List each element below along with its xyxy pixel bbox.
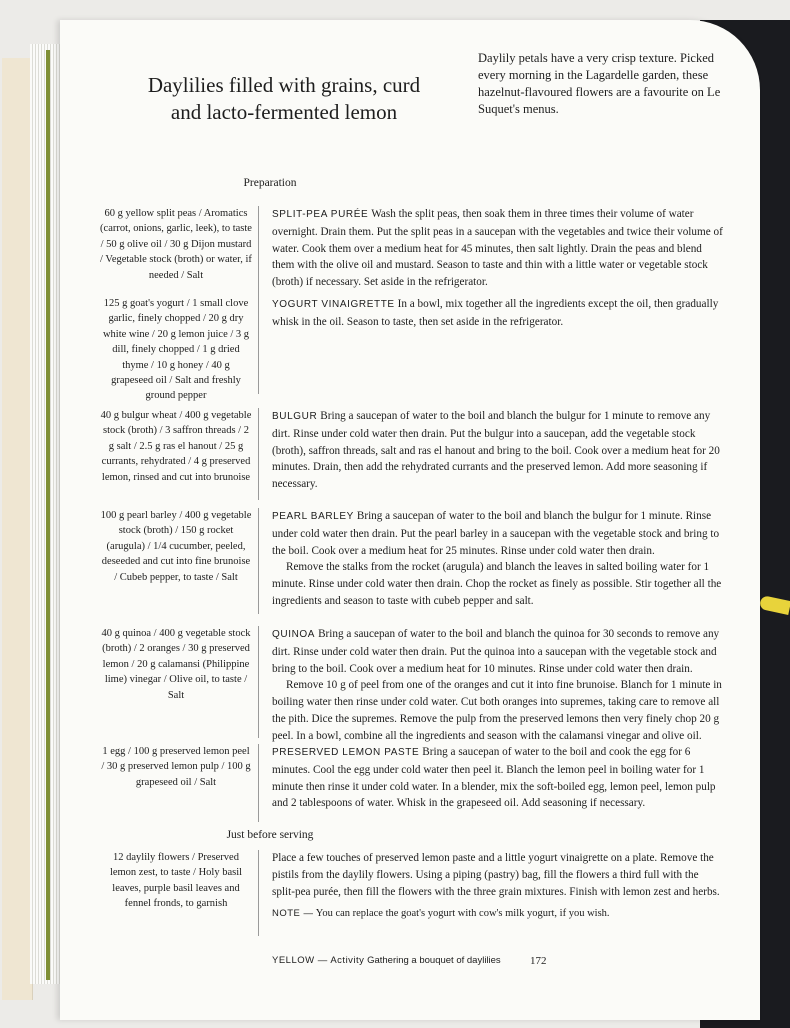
- step-row: [100, 408, 730, 508]
- column-divider: [258, 626, 259, 738]
- serving-text: Place a few touches of preserved lemon paste and a little yogurt vinaigrette on a plate. Remove the pistils from the daylily flowers. Using a piping (pastry) bag, fill the flowers a third full with the split-pea purée, then fill the flowers with the three grain mixtures. Finish with lemon zest and herbs.: [272, 852, 720, 898]
- step-row: [100, 626, 730, 746]
- step-row: [100, 296, 730, 406]
- method-text: [272, 850, 724, 923]
- step-text: Bring a saucepan of water to the boil and blanch the quinoa for 30 seconds to remove any dirt. Rinse under cold water then drain. Put the quinoa into a saucepan with the vegetable stock and bring to the boil. Cook over a medium heat for 10 minutes. Rinse under cold water then drain.: [272, 628, 720, 675]
- page-footer: [272, 955, 692, 966]
- step-text-continued: Remove the stalks from the rocket (arugula) and blanch the leaves in salted boiling water for 1 minute. Rinse under cold water then drain. Chop the rocket as finely as possible. Stir together all the ingredients and season to taste with cubeb pepper and salt.: [272, 561, 722, 607]
- method-text: [272, 626, 724, 745]
- serving-row: [100, 850, 730, 946]
- book-page: [60, 20, 760, 1020]
- section-heading-preparation: Preparation: [243, 177, 297, 189]
- step-text: In a bowl, mix together all the ingredients except the oil, then gradually whisk in the oil. Season to taste, then set aside in the refrigerator.: [272, 298, 719, 328]
- step-text: Bring a saucepan of water to the boil and blanch the bulgur for 1 minute. Rinse under cold water then drain. Put the pearl barley in a saucepan with the vegetable stock and bring to the boil. Cook over a medium heat for 25 minutes. Rinse under cold water then drain.: [272, 510, 720, 557]
- note: [272, 906, 724, 923]
- step-text: Wash the split peas, then soak them in three times their volume of water overnight. Drain them. Put the split peas in a saucepan with the vegetables and twice their volume of water. Cook them over a medium heat for 45 minutes, then salt lightly. Drain the peas and blend them with the olive oil and mustard. Season to taste and thin with a little water or vegetable stock (broth) if necessary. Set aside in the refrigerator.: [272, 208, 723, 289]
- column-divider: [258, 296, 259, 394]
- column-divider: [258, 408, 259, 500]
- method-text: [272, 206, 724, 291]
- column-divider: [258, 850, 259, 936]
- page-stack-edges: [30, 44, 60, 984]
- note-text: You can replace the goat's yogurt with cow's milk yogurt, if you wish.: [315, 908, 610, 920]
- footer-section: YELLOW — Activity: [272, 955, 365, 966]
- footer-activity: Gathering a bouquet of daylilies: [367, 955, 501, 966]
- step-name: BULGUR: [272, 411, 318, 422]
- ingredient-list: 40 g bulgur wheat / 400 g vegetable stock (broth) / 3 saffron threads / 2 g salt / 2.5 g ras el hanout / 25 g currants, rehydrated / 4 g preserved lemon, rinsed and cut into brunoise: [100, 410, 252, 483]
- column-divider: [258, 206, 259, 298]
- column-divider: [258, 744, 259, 822]
- step-text-continued: Remove 10 g of peel from one of the oranges and cut it into fine brunoise. Blanch for 1 minute in boiling water then rinse under cold water. Cut both oranges into supremes, taking care to remove all the pith. Dice the supremes. Remove the pulp from the preserved lemons then very finely chop 20 g peel. In a bowl, combine all the ingredients and season with the calamansi vinegar and olive oil.: [272, 679, 722, 742]
- ingredient-list: 12 daylily flowers / Preserved lemon zest, to taste / Holy basil leaves, purple basil leaves and fennel fronds, to garnish: [109, 852, 243, 910]
- ingredient-list: 40 g quinoa / 400 g vegetable stock (broth) / 2 oranges / 30 g preserved lemon / 20 g calamansi (Philippine lime) vinegar / Olive oil, to taste / Salt: [101, 628, 251, 701]
- step-name: YOGURT VINAIGRETTE: [272, 299, 395, 310]
- ingredient-list: 60 g yellow split peas / Aromatics (carrot, onions, garlic, leek), to taste / 50 g olive oil / 30 g Dijon mustard / Vegetable stock (broth) or water, if needed / Salt: [100, 208, 252, 281]
- section-heading-serving: Just before serving: [226, 829, 314, 841]
- step-text: Bring a saucepan of water to the boil and cook the egg for 6 minutes. Cool the egg under cold water then peel it. Blanch the lemon peel in boiling water for 1 minute then rinse it under cold water. In a blender, mix the soft-boiled egg, lemon peel, lemon pulp and 2 tablespoons of water. Whisk in the grapeseed oil. Add seasoning if necessary.: [272, 746, 716, 810]
- column-divider: [258, 508, 259, 614]
- step-name: PRESERVED LEMON PASTE: [272, 747, 420, 758]
- method-text: [272, 296, 724, 331]
- method-text: [272, 408, 724, 493]
- note-label: NOTE —: [272, 908, 314, 920]
- book-cover-edge: [2, 58, 33, 1000]
- recipe-title: Daylilies filled with grains, curd and lacto-fermented lemon: [147, 73, 421, 124]
- step-text: Bring a saucepan of water to the boil and blanch the bulgur for 1 minute to remove any dirt. Rinse under cold water then drain. Put the bulgur into a saucepan, add the vegetable stock (broth), saffron threads, salt and ras el hanout and bring to the boil. Cook over a medium heat for 20 minutes. Drain, then add the rehydrated currants and the preserved lemon. Add more seasoning if necessary.: [272, 410, 720, 491]
- step-name: SPLIT-PEA PURÉE: [272, 209, 369, 220]
- step-row: [100, 744, 730, 828]
- page-number: 172: [530, 955, 547, 967]
- step-name: PEARL BARLEY: [272, 511, 354, 522]
- step-name: QUINOA: [272, 629, 316, 640]
- ingredient-list: 1 egg / 100 g preserved lemon peel / 30 g preserved lemon pulp / 100 g grapeseed oil / Salt: [101, 746, 251, 788]
- ingredient-list: 100 g pearl barley / 400 g vegetable stock (broth) / 150 g rocket (arugula) / 1/4 cucumber, peeled, deseeded and cut into fine brunoise / Cubeb pepper, to taste / Salt: [100, 510, 252, 583]
- method-text: [272, 508, 724, 610]
- recipe-intro: Daylily petals have a very crisp texture. Picked every morning in the Lagardelle garden, these hazelnut-flavoured flowers are a favourite on Le Suquet's menus.: [478, 51, 721, 116]
- ingredient-list: 125 g goat's yogurt / 1 small clove garlic, finely chopped / 20 g dry white wine / 20 g lemon juice / 3 g dill, finely chopped / 1 g dried thyme / 10 g honey / 40 g grapeseed oil / Salt and freshly ground pepper: [102, 298, 250, 402]
- step-row: [100, 206, 730, 306]
- method-text: [272, 744, 724, 812]
- page-edge-stripe: [46, 50, 50, 980]
- step-row: [100, 508, 730, 628]
